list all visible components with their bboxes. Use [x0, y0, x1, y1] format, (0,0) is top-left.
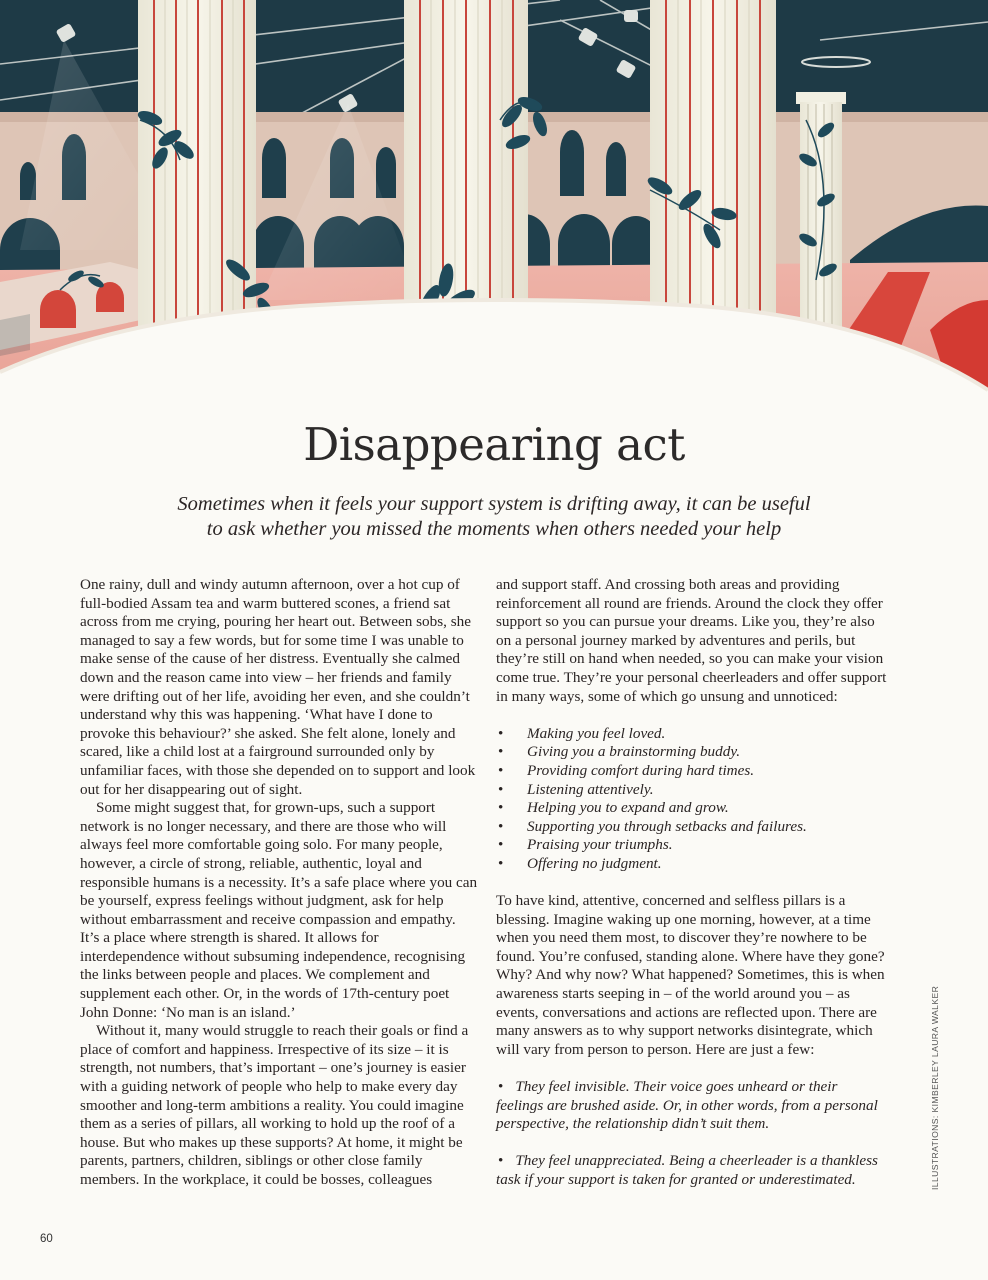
page-number: 60 [40, 1233, 53, 1245]
hero-illustration [0, 0, 988, 560]
list-item: • Listening attentively. [496, 781, 888, 800]
paragraph: One rainy, dull and windy autumn afternoon, over a hot cup of full-bodied Assam tea and warm buttered scones, a friend sat across from me crying, pouring her heart out. Between sobs, she managed to say a few words, but for some time I was unable to make sense of the cause of her distress. Eventually she calmed down and the reason came into view – her friends and family were drifting out of her life, avoiding her even, and she couldn’t understand why this was happening. ‘What have I done to provoke this behaviour?’ she asked. She felt alone, lonely and scared, like a child lost at a fairground surrounded only by unfamiliar faces, with those she depended on to support and look out for her disappearing out of sight. [80, 576, 476, 798]
list-item: • Providing comfort during hard times. [496, 762, 888, 781]
list-item: • Supporting you through setbacks and failures. [496, 818, 888, 837]
left-column [80, 576, 478, 1190]
bullet: • [498, 1078, 504, 1096]
list-item: • Making you feel loved. [496, 725, 888, 744]
standfirst [120, 492, 868, 542]
illustration-credit: ILLUSTRATIONS: KIMBERLEY LAURA WALKER [930, 985, 940, 1190]
reason-text: They feel invisible. Their voice goes unheard or their feelings are brushed aside. Or, in other words, from a personal perspective, the relationship didn’t suit them. [496, 1078, 878, 1133]
list-item: • Helping you to expand and grow. [496, 799, 888, 818]
support-list [496, 725, 888, 874]
list-item: • Offering no judgment. [496, 855, 888, 874]
reason-item [496, 1078, 888, 1134]
bullet: • [498, 1152, 504, 1170]
list-item: • Giving you a brainstorming buddy. [496, 743, 888, 762]
paragraph: and support staff. And crossing both areas and providing reinforcement all round are friends. Around the clock they offer support so you can pursue your dreams. Like you, they’re also on a personal journey marked by adventures and perils, but they’re still on hand when needed, so you can make your vision come true. They’re your personal cheerleaders and offer support in many ways, some of which go unsung and unnoticed: [496, 576, 887, 705]
reason-item [496, 1152, 888, 1189]
paragraph: Some might suggest that, for grown-ups, such a support network is no longer necessary, and there are those who will always feel more comfortable going solo. For many people, however, a circle of strong, reliable, authentic, loyal and responsible humans is a necessity. It’s a safe place where you can be yourself, express feelings without judgment, ask for help without embarrassment and receive compassion and empathy. It’s a place where strength is shared. It allows for interdependence without subsuming independence, recognising the links between people and places. We complement and supplement each other. Or, in the words of 17th-century poet John Donne: ‘No man is an island.’ [80, 799, 478, 1021]
right-column [496, 576, 888, 1190]
list-item: • Praising your triumphs. [496, 836, 888, 855]
reason-text: They feel unappreciated. Being a cheerleader is a thankless task if your support is taken for granted or underestimated. [496, 1152, 878, 1188]
paragraph: Without it, many would struggle to reach their goals or find a place of comfort and happiness. Irrespective of its size – it is strength, not numbers, that’s important – one’s journey is easier with a guiding network of people who help to make every day smoother and long-term ambitions a reality. You could imagine them as a series of pillars, all working to hold up the roof of a house. But who makes up these supports? At home, it might be parents, partners, children, siblings or other close family members. In the workplace, it could be bosses, colleagues [80, 1022, 469, 1188]
paragraph: To have kind, attentive, concerned and selfless pillars is a blessing. Imagine waking up one morning, however, at a time when you need them most, to discover they’re nowhere to be found. You’re confused, standing alone. Where have they gone? Why? And why now? What happened? Sometimes, this is when awareness starts seeping in – of the world around you – as events, conversations and actions are reflected upon. There are many answers as to why support networks disintegrate, which will vary from person to person. Here are just a few: [496, 892, 885, 1058]
standfirst-line-2: to ask whether you missed the moments when others needed your help [206, 518, 782, 540]
article-title: Disappearing act [303, 418, 685, 471]
standfirst-line-1: Sometimes when it feels your support system is drifting away, it can be useful [177, 493, 811, 515]
